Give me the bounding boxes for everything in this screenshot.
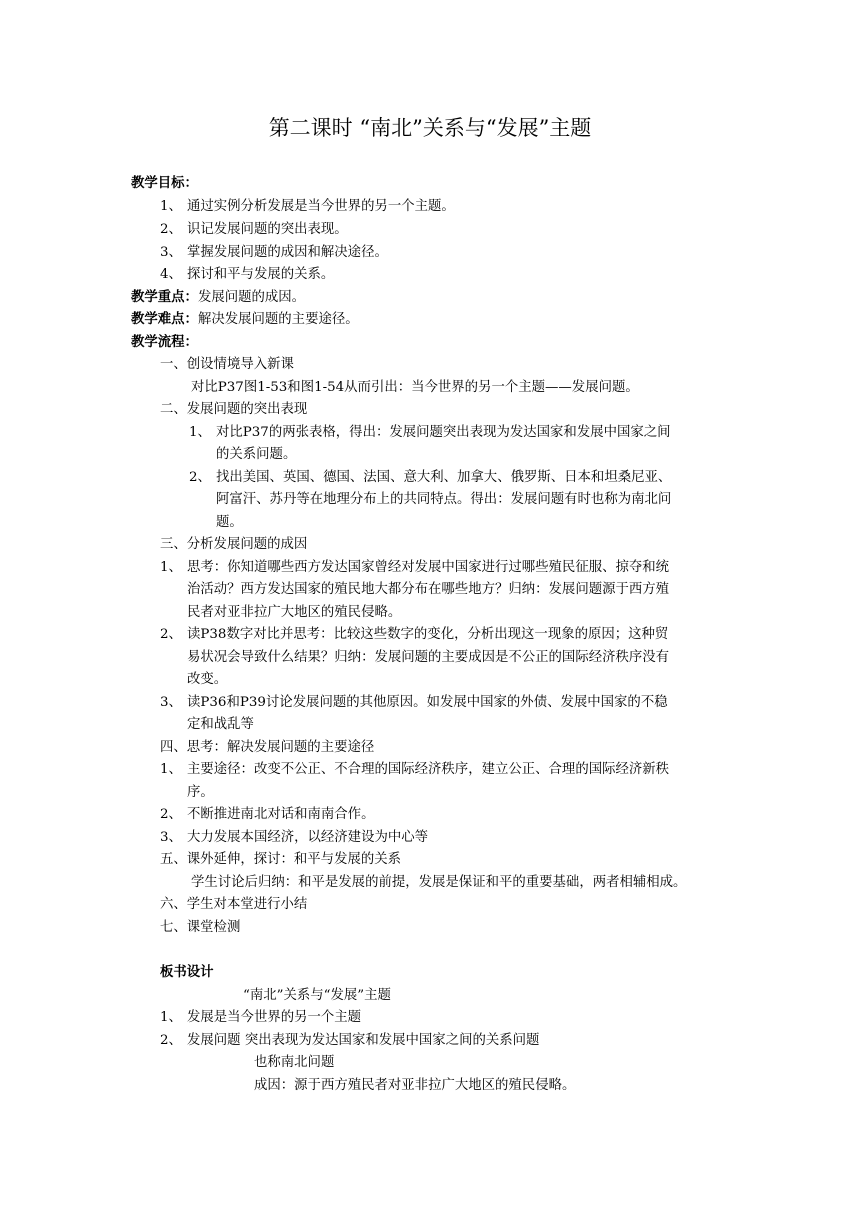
section-5-heading: 五、课外延伸，探讨：和平与发展的关系 (160, 852, 402, 867)
section-2-heading: 二、发展问题的突出表现 (160, 402, 308, 417)
section-7-heading: 七、课堂检测 (160, 920, 241, 935)
item-num: 3、 (160, 830, 182, 845)
item-line: 对比P37的两张表格，得出：发展问题突出表现为发达国家和发展中国家之间 (216, 425, 671, 440)
item-line: 治活动？西方发达国家的殖民地大都分布在哪些地方？归纳：发展问题源于西方殖 (187, 582, 670, 597)
item-num: 1、 (189, 425, 211, 440)
section-4-heading: 四、思考：解决发展问题的主要途径 (160, 740, 375, 755)
section-3-item-1 (160, 557, 669, 578)
item-line: 改变。 (187, 672, 228, 687)
objective-item-2 (160, 219, 348, 240)
item-line: 民者对亚非拉广大地区的殖民侵略。 (187, 605, 402, 620)
item-num: 3、 (160, 695, 182, 710)
item-line: 序。 (187, 785, 214, 800)
objective-item-4 (160, 264, 334, 285)
item-line: 读P38数字对比并思考：比较这些数字的变化，分析出现这一现象的原因；这种贸 (187, 627, 669, 642)
key-point-label: 教学重点： (131, 289, 198, 305)
board-label: 板书设计 (160, 964, 214, 980)
section-4-item-2 (160, 804, 374, 825)
objective-text: 探讨和平与发展的关系。 (187, 267, 335, 282)
difficulty (131, 309, 359, 330)
item-line: 主要途径：改变不公正、不合理的国际经济秩序，建立公正、合理的国际经济新秩 (187, 762, 670, 777)
key-point (131, 287, 305, 308)
process-label: 教学流程： (131, 334, 198, 350)
section-3-item-3 (160, 692, 668, 713)
item-num: 1、 (160, 560, 182, 575)
objective-text: 掌握发展问题的成因和解决途径。 (187, 245, 388, 260)
objective-item-3 (160, 242, 388, 263)
objective-text: 通过实例分析发展是当今世界的另一个主题。 (187, 199, 455, 214)
item-line: 不断推进南北对话和南南合作。 (187, 807, 375, 822)
board-title: “南北”关系与“发展”主题 (243, 988, 391, 1003)
item-line: 阿富汗、苏丹等在地理分布上的共同特点。得出：发展问题有时也称为南北问 (216, 492, 672, 507)
section-4-item-3 (160, 827, 428, 848)
item-line: 发展问题 突出表现为发达国家和发展中国家之间的关系问题 (187, 1033, 540, 1048)
item-line: 题。 (216, 515, 243, 530)
item-num: 2、 (160, 1033, 182, 1048)
objective-item-1 (160, 196, 455, 217)
item-num: 1、 (160, 1010, 182, 1025)
section-6-heading: 六、学生对本堂进行小结 (160, 897, 308, 912)
section-1-heading: 一、创设情境导入新课 (160, 357, 294, 372)
section-2-item-2 (189, 467, 671, 488)
section-1-text: 对比P37图1-53和图1-54从而引出：当今世界的另一个主题——发展问题。 (191, 380, 639, 395)
item-line: 读P36和P39讨论发展问题的其他原因。如发展中国家的外债、发展中国家的不稳 (187, 695, 668, 710)
item-line: 定和战乱等 (187, 717, 254, 732)
item-line: 找出美国、英国、德国、法国、意大利、加拿大、俄罗斯、日本和坦桑尼亚、 (216, 470, 672, 485)
objectives-label: 教学目标： (131, 175, 198, 191)
item-line: 的关系问题。 (216, 447, 297, 462)
objective-num: 3、 (160, 245, 182, 260)
objective-num: 1、 (160, 199, 182, 214)
objective-text: 识记发展问题的突出表现。 (187, 222, 348, 237)
objective-num: 4、 (160, 267, 182, 282)
board-cause: 成因：源于西方殖民者对亚非拉广大地区的殖民侵略。 (254, 1078, 576, 1093)
item-line: 发展是当今世界的另一个主题 (187, 1010, 362, 1025)
section-3-heading: 三、分析发展问题的成因 (160, 537, 308, 552)
item-line: 大力发展本国经济，以经济建设为中心等 (187, 830, 429, 845)
section-3-item-2 (160, 624, 668, 645)
item-num: 2、 (160, 807, 182, 822)
page-title: 第二课时 “南北”关系与“发展”主题 (268, 116, 592, 140)
objective-num: 2、 (160, 222, 182, 237)
board-item-2 (160, 1030, 539, 1051)
section-5-text: 学生讨论后归纳：和平是发展的前提，发展是保证和平的重要基础，两者相辅相成。 (191, 875, 687, 890)
item-line: 易状况会导致什么结果？归纳：发展问题的主要成因是不公正的国际经济秩序没有 (187, 650, 670, 665)
item-line: 思考：你知道哪些西方发达国家曾经对发展中国家进行过哪些殖民征服、掠夺和统 (187, 560, 670, 575)
board-item-1 (160, 1007, 361, 1028)
item-num: 2、 (160, 627, 182, 642)
difficulty-text: 解决发展问题的主要途径。 (197, 312, 359, 327)
item-num: 2、 (189, 470, 211, 485)
key-point-text: 发展问题的成因。 (197, 290, 306, 305)
board-also: 也称南北问题 (254, 1055, 335, 1070)
item-num: 1、 (160, 762, 182, 777)
section-2-item-1 (189, 422, 671, 443)
difficulty-label: 教学难点： (131, 311, 198, 327)
section-4-item-1 (160, 759, 669, 780)
